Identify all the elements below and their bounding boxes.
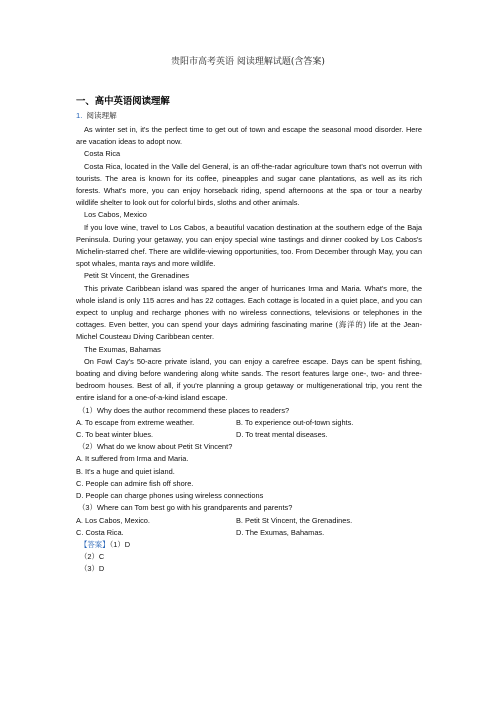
question-1-stem: （1）Why does the author recommend these places to readers? <box>78 405 290 415</box>
option-c: C. To beat winter blues. <box>76 430 154 440</box>
passage-intro: As winter set in, it's the perfect time to get out of town and escape the seasonal mood disorder. Here are vacation ideas to adopt now. <box>76 125 422 147</box>
answer-line-1 <box>76 539 422 551</box>
question-1-options-row-1 <box>76 417 422 429</box>
option-d: D. People can charge phones using wireless connections <box>76 491 264 501</box>
subsection-title: 阅读理解 <box>86 111 117 120</box>
place-heading: Costa Rica <box>84 149 121 159</box>
question-3-options-row-2 <box>76 527 422 539</box>
place-paragraph: On Fowl Cay's 50-acre private island, you can enjoy a carefree escape. Days can be spent fishing, boating and diving before wandering along white sands. The resort features large one-, two- and three-bedroom houses. Best of all, if you're planning a group getaway or multigenerational trip, you rent the entire island for a one-of-a-kind island escape. <box>76 356 422 403</box>
option-b: B. To experience out-of-town sights. <box>236 417 354 427</box>
option-b: B. It's a huge and quiet island. <box>76 466 175 476</box>
place-heading: Petit St Vincent, the Grenadines <box>84 271 190 281</box>
answer-1: （1）D <box>109 539 131 549</box>
question-1-options-row-2 <box>76 429 422 441</box>
option-d: D. The Exumas, Bahamas. <box>236 527 325 537</box>
option-a: A. Los Cabos, Mexico. <box>76 515 150 525</box>
place-paragraph: This private Caribbean island was spared the anger of hurricanes Irma and Maria. What's more, the whole island is only 115 acres and has 22 cottages. Each cottage is located in a quiet place, and you can expect to unplug and recharge phones with no wireless connections, televisions or telephones in the cottages. Even better, you can spend your days admiring fascinating marine (海洋的) life at the Jean-Michel Cousteau Diving Caribbean center. <box>76 283 422 342</box>
question-2-stem: （2）What do we know about Petit St Vincent? <box>78 442 233 452</box>
answer-2: （2）C <box>80 552 105 562</box>
place-heading: The Exumas, Bahamas <box>84 344 161 354</box>
place-heading: Los Cabos, Mexico <box>84 210 147 220</box>
option-c: C. People can admire fish off shore. <box>76 478 194 488</box>
subsection-label <box>76 110 117 122</box>
place-paragraph: Costa Rica, located in the Valle del General, is an off-the-radar agriculture town that's not overrun with tourists. The area is known for its coffee, pineapples and sugar cane plantations, as well as its rich forests. What's more, you can enjoy horseback riding, spend afternoons at the spa or tour a nearby wildlife shelter to look out for colorful birds, sloths and other animals. <box>76 161 422 208</box>
subsection-number: 1. <box>76 111 83 120</box>
option-d: D. To treat mental diseases. <box>236 430 328 440</box>
option-c: C. Costa Rica. <box>76 527 124 537</box>
document-title: 贵阳市高考英语 阅读理解试题(含答案) <box>171 57 325 67</box>
option-a: A. It suffered from Irma and Maria. <box>76 454 189 464</box>
section-heading: 一、高中英语阅读理解 <box>76 96 170 107</box>
option-b: B. Petit St Vincent, the Grenadines. <box>236 515 353 525</box>
answer-tag: 【答案】 <box>80 539 110 549</box>
place-paragraph: If you love wine, travel to Los Cabos, a beautiful vacation destination at the southern edge of the Baja Peninsula. During your getaway, you can enjoy special wine tastings and dinner cooked by Los Cabos's Michelin-starred chef. There are wildlife-viewing opportunities, too. From December through May, you can spot whales, manta rays and more wildlife. <box>76 222 422 269</box>
question-3-stem: （3）Where can Tom best go with his grandparents and parents? <box>78 503 293 513</box>
answer-3: （3）D <box>80 564 105 574</box>
passage <box>76 124 422 576</box>
question-3-options-row-1 <box>76 515 422 527</box>
option-a: A. To escape from extreme weather. <box>76 417 195 427</box>
